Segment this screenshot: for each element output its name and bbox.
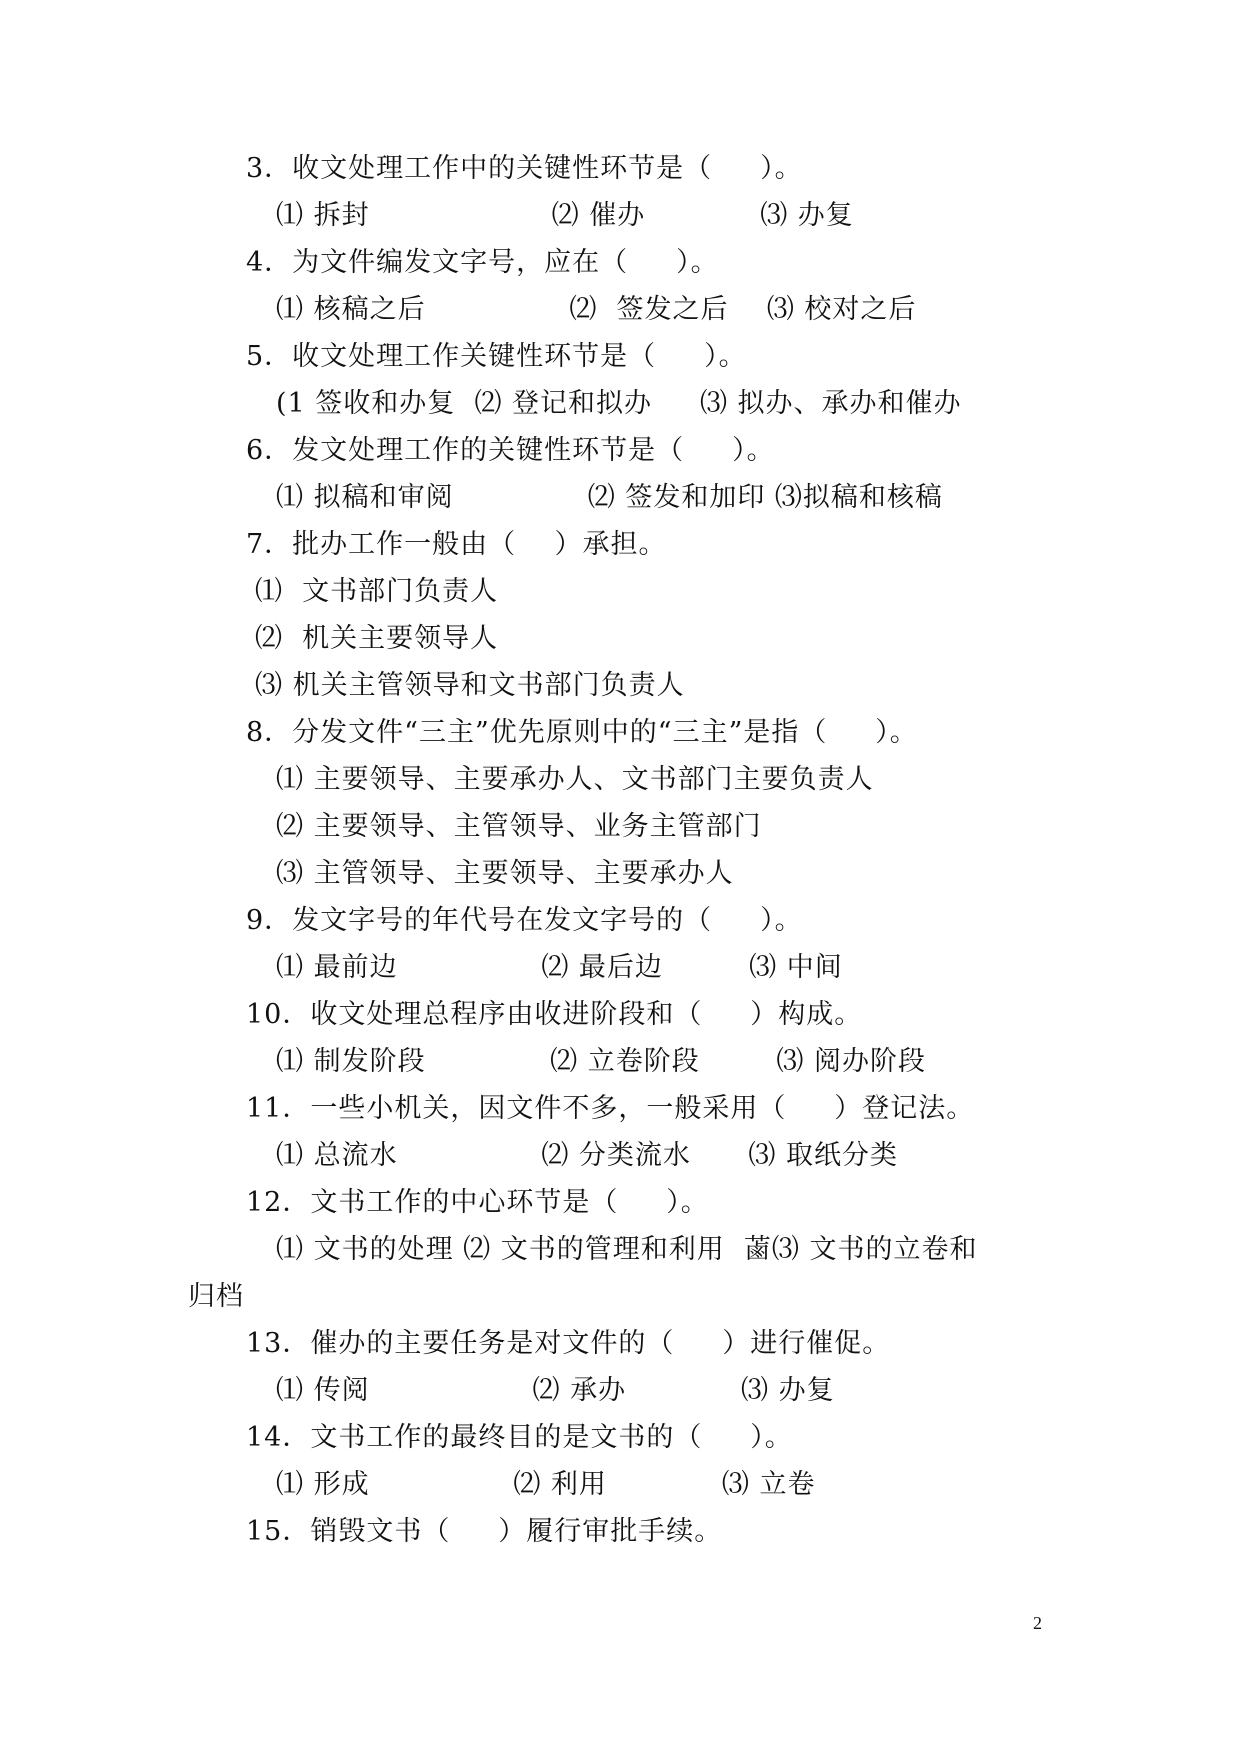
options-12-continued: 归档 [188, 1281, 244, 1312]
question-6: 6．发文处理工作的关键性环节是（ ）。 [246, 435, 775, 466]
options-13: ⑴ 传阅 ⑵ 承办 ⑶ 办复 [276, 1375, 835, 1406]
options-5: (1 签收和办复 ⑵ 登记和拟办 ⑶ 拟办、承办和催办 [276, 388, 962, 419]
options-4: ⑴ 核稿之后 ⑵ 签发之后 ⑶ 校对之后 [276, 294, 917, 325]
options-9: ⑴ 最前边 ⑵ 最后边 ⑶ 中间 [276, 952, 843, 983]
options-12: ⑴ 文书的处理 ⑵ 文书的管理和利用 蓾⑶ 文书的立卷和 [276, 1234, 978, 1265]
page-number: 2 [1033, 1613, 1042, 1633]
option-7-2: ⑵ 机关主要领导人 [255, 623, 499, 654]
options-11: ⑴ 总流水 ⑵ 分类流水 ⑶ 取纸分类 [276, 1140, 898, 1171]
question-7: 7．批办工作一般由（ ）承担。 [246, 529, 667, 560]
option-8-3: ⑶ 主管领导、主要领导、主要承办人 [276, 858, 734, 889]
option-8-1: ⑴ 主要领导、主要承办人、文书部门主要负责人 [276, 764, 874, 795]
question-14: 14．文书工作的最终目的是文书的（ ）。 [246, 1422, 793, 1453]
question-3: 3．收文处理工作中的关键性环节是（ ）。 [246, 153, 803, 184]
question-13: 13．催办的主要任务是对文件的（ ）进行催促。 [246, 1328, 891, 1359]
option-8-2: ⑵ 主要领导、主管领导、业务主管部门 [276, 811, 762, 842]
question-12: 12．文书工作的中心环节是（ ）。 [246, 1187, 709, 1218]
question-9: 9．发文字号的年代号在发文字号的（ ）。 [246, 905, 803, 936]
question-5: 5．收文处理工作关键性环节是（ ）。 [246, 341, 747, 372]
question-8: 8．分发文件“三主”优先原则中的“三主”是指（ ）。 [246, 717, 918, 748]
question-10: 10．收文处理总程序由收进阶段和（ ）构成。 [246, 999, 863, 1030]
options-10: ⑴ 制发阶段 ⑵ 立卷阶段 ⑶ 阅办阶段 [276, 1046, 926, 1077]
question-4: 4．为文件编发文字号，应在（ ）。 [246, 247, 719, 278]
question-15: 15．销毁文书（ ）履行审批手续。 [246, 1516, 723, 1547]
options-3: ⑴ 拆封 ⑵ 催办 ⑶ 办复 [276, 200, 854, 231]
options-6: ⑴ 拟稿和审阅 ⑵ 签发和加印 ⑶拟稿和核稿 [276, 482, 943, 513]
options-14: ⑴ 形成 ⑵ 利用 ⑶ 立卷 [276, 1469, 816, 1500]
option-7-1: ⑴ 文书部门负责人 [255, 576, 499, 607]
question-11: 11．一些小机关，因文件不多，一般采用（ ）登记法。 [246, 1093, 975, 1124]
option-7-3: ⑶ 机关主管领导和文书部门负责人 [255, 670, 685, 701]
